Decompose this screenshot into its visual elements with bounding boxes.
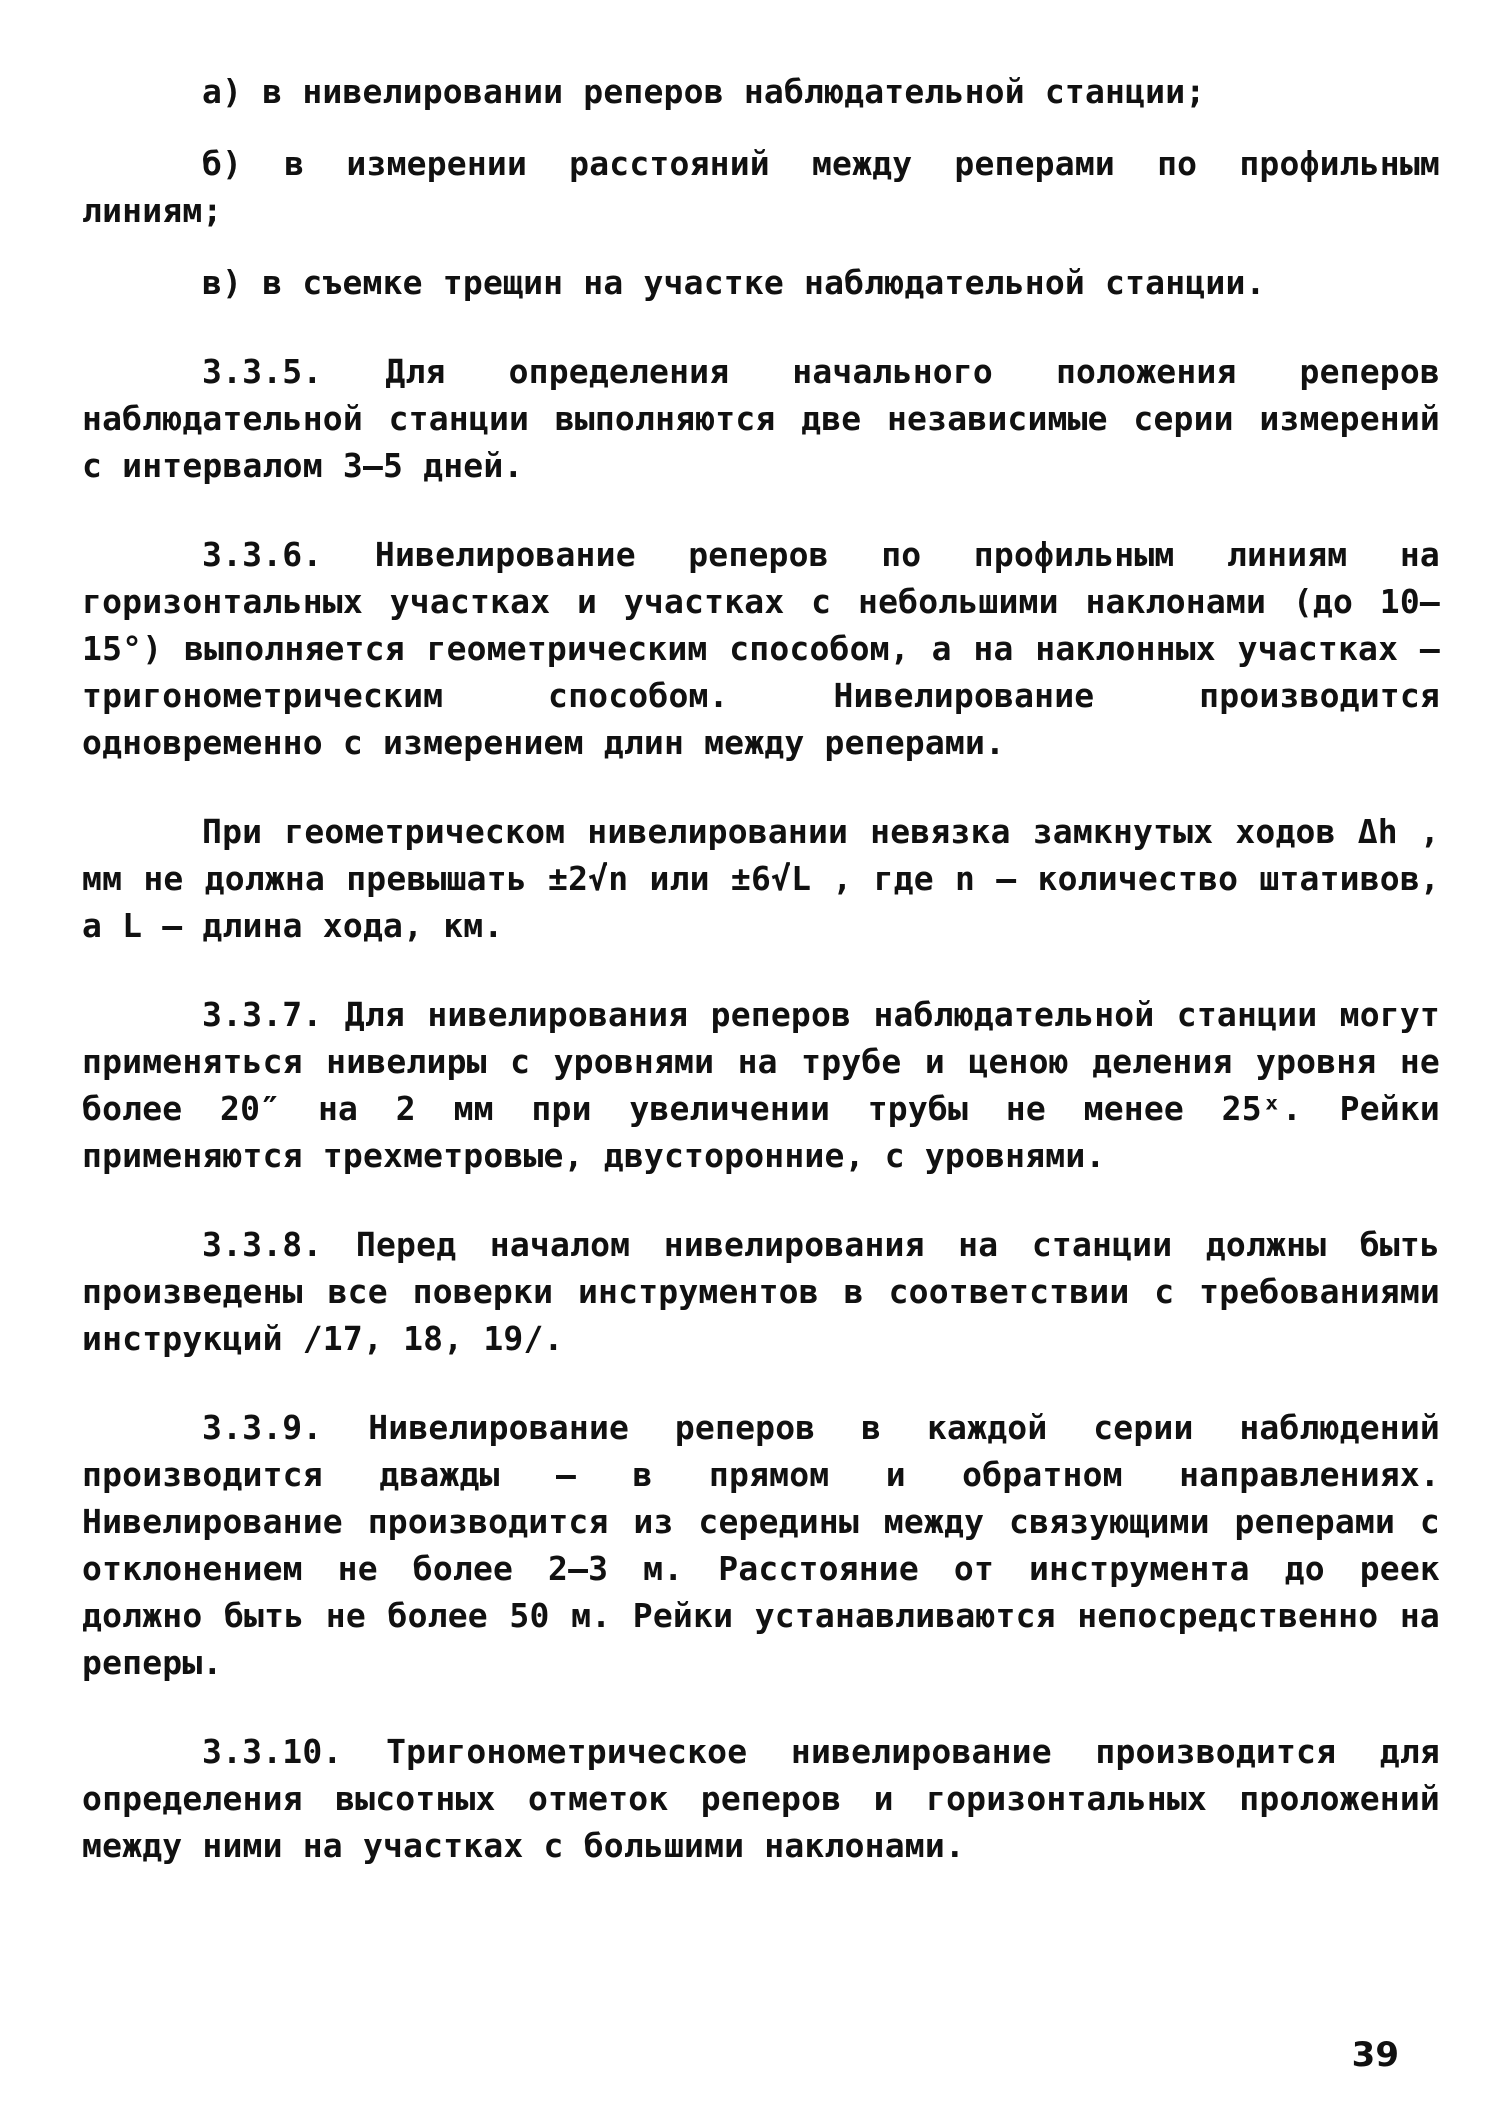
section-3-3-6: 3.3.6. Нивелирование реперов по профильным линиям на горизонтальных участках и участках с небольшими наклонами (до 10–15°) выполняется геометрическим способом, а на наклонных участках – тригонометрическим способом. Нивелирование производится одновременно с измерением длин между реперами. [82, 535, 1440, 762]
section-3-3-5: 3.3.5. Для определения начального положения реперов наблюдательной станции выполняются две независимые серии измерений с интервалом 3–5 дней. [82, 352, 1440, 485]
page-number: 39 [1351, 2035, 1399, 2075]
list-item-a: а) в нивелировании реперов наблюдательной станции; [202, 72, 1206, 111]
list-item-c: в) в съемке трещин на участке наблюдательной станции. [202, 263, 1266, 302]
closure-tolerance-paragraph: При геометрическом нивелировании невязка замкнутых ходов Δh , мм не должна превышать ±2√n или ±6√L , где n – количество штативов, а L – длина хода, км. [82, 812, 1440, 945]
section-3-3-10: 3.3.10. Тригонометрическое нивелирование производится для определения высотных отметок реперов и горизонтальных проложений между ними на участках с большими наклонами. [82, 1732, 1440, 1865]
section-3-3-7: 3.3.7. Для нивелирования реперов наблюдательной станции могут применяться нивелиры с уровнями на трубе и ценою деления уровня не более 20″ на 2 мм при увеличении трубы не менее 25ˣ. Рейки применяются трехметровые, двусторонние, с уровнями. [82, 995, 1440, 1175]
body-text [82, 68, 1440, 1911]
section-3-3-8: 3.3.8. Перед началом нивелирования на станции должны быть произведены все поверки инструментов в соответствии с требованиями инструкций /17, 18, 19/. [82, 1225, 1440, 1358]
section-3-3-9: 3.3.9. Нивелирование реперов в каждой серии наблюдений производится дважды – в прямом и обратном направлениях. Нивелирование производится из середины между связующими реперами с отклонением не более 2–3 м. Расстояние от инструмента до реек должно быть не более 50 м. Рейки устанавливаются непосредственно на реперы. [82, 1408, 1440, 1682]
list-item-b: б) в измерении расстояний между реперами по профильным линиям; [82, 144, 1440, 230]
